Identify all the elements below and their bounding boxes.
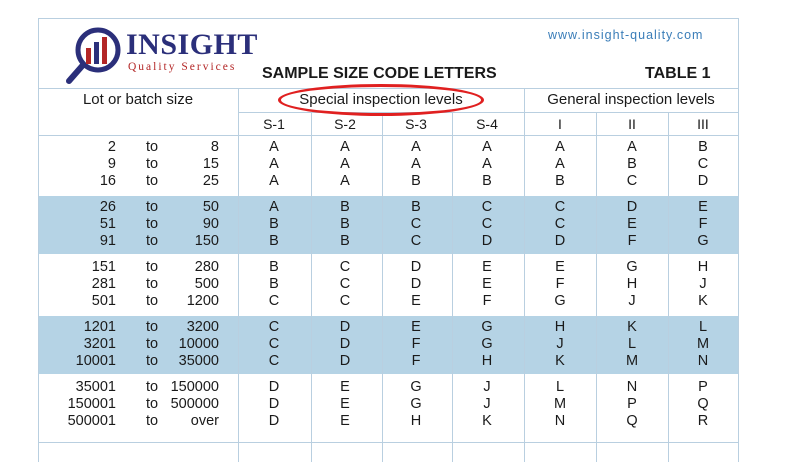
code-letter: G xyxy=(410,396,422,412)
code-letter: B xyxy=(555,173,565,189)
code-letter: A xyxy=(482,139,492,155)
lot-to: to xyxy=(145,319,159,335)
code-letter: E xyxy=(482,276,492,292)
code-letter: F xyxy=(482,293,492,309)
lot-upto: 10000 xyxy=(178,336,219,352)
table-row xyxy=(0,336,795,353)
code-letter: B xyxy=(340,199,350,215)
table-row xyxy=(0,216,795,233)
code-letter: D xyxy=(410,276,422,292)
code-letter: G xyxy=(410,379,422,395)
lot-upto: 280 xyxy=(194,259,219,275)
code-letter: D xyxy=(554,233,566,249)
lot-to: to xyxy=(145,396,159,412)
code-letter: C xyxy=(339,276,351,292)
code-letter: F xyxy=(411,336,421,352)
table-row xyxy=(0,259,795,276)
lot-upto: 35000 xyxy=(178,353,219,369)
lot-to: to xyxy=(145,276,159,292)
lot-size-header: Lot or batch size xyxy=(82,91,194,108)
table-row xyxy=(0,233,795,250)
code-letter: B xyxy=(411,199,421,215)
code-letter: D xyxy=(626,199,638,215)
col-header-i: I xyxy=(558,116,562,132)
lot-upto: 500000 xyxy=(170,396,219,412)
code-letter: D xyxy=(268,396,280,412)
code-letter: D xyxy=(339,319,351,335)
code-letter: C xyxy=(481,216,493,232)
lot-upto: over xyxy=(190,413,219,429)
page-title: SAMPLE SIZE CODE LETTERS xyxy=(262,65,497,82)
lot-from: 281 xyxy=(91,276,116,292)
code-letter: J xyxy=(483,396,491,412)
table-row xyxy=(0,353,795,370)
code-letter: E xyxy=(411,293,421,309)
logo-mark-icon xyxy=(66,26,126,84)
lot-upto: 25 xyxy=(202,173,219,189)
lot-upto: 500 xyxy=(194,276,219,292)
code-letter: J xyxy=(556,336,564,352)
code-letter: K xyxy=(482,413,492,429)
lot-upto: 1200 xyxy=(186,293,219,309)
code-letter: D xyxy=(339,353,351,369)
general-levels-header: General inspection levels xyxy=(547,91,715,108)
code-letter: A xyxy=(482,156,492,172)
code-letter: N xyxy=(554,413,566,429)
code-letter: A xyxy=(411,139,421,155)
code-letter: J xyxy=(699,276,707,292)
code-letter: A xyxy=(340,156,350,172)
code-letter: D xyxy=(268,413,280,429)
code-letter: L xyxy=(698,319,708,335)
lot-from: 26 xyxy=(99,199,116,215)
code-letter: F xyxy=(411,353,421,369)
lot-to: to xyxy=(145,156,159,172)
lot-from: 10001 xyxy=(75,353,116,369)
col-header-s4: S-4 xyxy=(476,116,498,132)
code-letter: L xyxy=(555,379,565,395)
table-row xyxy=(0,173,795,190)
lot-to: to xyxy=(145,353,159,369)
lot-from: 151 xyxy=(91,259,116,275)
code-letter: E xyxy=(482,259,492,275)
lot-to: to xyxy=(145,336,159,352)
code-letter: H xyxy=(697,259,709,275)
code-letter: C xyxy=(626,173,638,189)
code-letter: N xyxy=(697,353,709,369)
code-letter: G xyxy=(554,293,566,309)
table-row xyxy=(0,293,795,310)
code-letter: G xyxy=(481,336,493,352)
lot-upto: 150 xyxy=(194,233,219,249)
code-letter: A xyxy=(555,139,565,155)
lot-to: to xyxy=(145,379,159,395)
code-letter: F xyxy=(555,276,565,292)
code-letter: A xyxy=(340,173,350,189)
lot-to: to xyxy=(145,413,159,429)
code-letter: Q xyxy=(626,413,638,429)
code-letter: C xyxy=(268,319,280,335)
code-letter: C xyxy=(481,199,493,215)
lot-from: 150001 xyxy=(67,396,116,412)
code-letter: E xyxy=(411,319,421,335)
lot-from: 3201 xyxy=(83,336,116,352)
code-letter: B xyxy=(269,276,279,292)
table-row xyxy=(0,379,795,396)
lot-to: to xyxy=(145,173,159,189)
logo-subtitle: Quality Services xyxy=(128,61,237,73)
code-letter: C xyxy=(268,293,280,309)
col-header-s1: S-1 xyxy=(263,116,285,132)
code-letter: C xyxy=(410,233,422,249)
table-row xyxy=(0,319,795,336)
code-letter: P xyxy=(627,396,637,412)
lot-from: 501 xyxy=(91,293,116,309)
code-letter: N xyxy=(626,379,638,395)
code-letter: R xyxy=(697,413,709,429)
lot-from: 35001 xyxy=(75,379,116,395)
highlight-ellipse xyxy=(278,84,484,116)
code-letter: C xyxy=(268,353,280,369)
table-row xyxy=(0,396,795,413)
code-letter: C xyxy=(410,216,422,232)
col-header-s2: S-2 xyxy=(334,116,356,132)
code-letter: D xyxy=(481,233,493,249)
code-letter: C xyxy=(339,293,351,309)
code-letter: E xyxy=(340,396,350,412)
code-letter: K xyxy=(627,319,637,335)
table-row xyxy=(0,199,795,216)
lot-from: 9 xyxy=(107,156,116,172)
code-letter: D xyxy=(268,379,280,395)
table-row xyxy=(0,413,795,430)
lot-from: 51 xyxy=(99,216,116,232)
code-letter: G xyxy=(626,259,638,275)
lot-to: to xyxy=(145,199,159,215)
code-letter: A xyxy=(269,156,279,172)
code-letter: M xyxy=(625,353,639,369)
lot-to: to xyxy=(145,259,159,275)
lot-to: to xyxy=(145,233,159,249)
code-letter: D xyxy=(410,259,422,275)
code-letter: H xyxy=(626,276,638,292)
grid-hline xyxy=(38,135,738,136)
code-letter: D xyxy=(339,336,351,352)
grid-hline xyxy=(38,18,738,19)
code-letter: B xyxy=(482,173,492,189)
code-letter: E xyxy=(340,413,350,429)
code-letter: B xyxy=(269,233,279,249)
code-letter: F xyxy=(627,233,637,249)
website-link[interactable]: www.insight-quality.com xyxy=(548,28,704,42)
code-letter: C xyxy=(554,199,566,215)
code-letter: K xyxy=(555,353,565,369)
lot-from: 1201 xyxy=(83,319,116,335)
lot-from: 91 xyxy=(99,233,116,249)
lot-upto: 150000 xyxy=(170,379,219,395)
code-letter: B xyxy=(269,216,279,232)
code-letter: G xyxy=(481,319,493,335)
lot-from: 2 xyxy=(107,139,116,155)
logo-wordmark: INSIGHT xyxy=(126,28,258,61)
lot-upto: 8 xyxy=(210,139,219,155)
code-letter: C xyxy=(268,336,280,352)
code-letter: C xyxy=(697,156,709,172)
lot-to: to xyxy=(145,139,159,155)
code-letter: B xyxy=(340,216,350,232)
lot-from: 500001 xyxy=(67,413,116,429)
code-letter: C xyxy=(554,216,566,232)
lot-upto: 90 xyxy=(202,216,219,232)
code-letter: Q xyxy=(697,396,709,412)
code-letter: G xyxy=(697,233,709,249)
company-logo xyxy=(66,26,256,86)
code-letter: B xyxy=(340,233,350,249)
table-number: TABLE 1 xyxy=(645,65,711,82)
code-letter: D xyxy=(697,173,709,189)
code-letter: J xyxy=(628,293,636,309)
code-letter: C xyxy=(339,259,351,275)
code-letter: E xyxy=(340,379,350,395)
lot-upto: 15 xyxy=(202,156,219,172)
col-header-iii: III xyxy=(697,116,709,132)
code-letter: P xyxy=(698,379,708,395)
code-letter: B xyxy=(411,173,421,189)
code-letter: M xyxy=(553,396,567,412)
code-letter: A xyxy=(269,173,279,189)
code-letter: E xyxy=(627,216,637,232)
code-letter: B xyxy=(698,139,708,155)
special-levels-header: Special inspection levels xyxy=(299,91,463,108)
code-letter: A xyxy=(340,139,350,155)
lot-to: to xyxy=(145,293,159,309)
col-header-s3: S-3 xyxy=(405,116,427,132)
code-letter: L xyxy=(627,336,637,352)
code-letter: A xyxy=(269,139,279,155)
code-letter: B xyxy=(269,259,279,275)
code-letter: A xyxy=(411,156,421,172)
code-letter: F xyxy=(698,216,708,232)
table-row xyxy=(0,139,795,156)
lot-upto: 50 xyxy=(202,199,219,215)
code-letter: H xyxy=(554,319,566,335)
code-letter: A xyxy=(555,156,565,172)
lot-from: 16 xyxy=(99,173,116,189)
code-letter: E xyxy=(698,199,708,215)
code-letter: B xyxy=(627,156,637,172)
code-letter: H xyxy=(410,413,422,429)
code-letter: A xyxy=(269,199,279,215)
code-letter: M xyxy=(696,336,710,352)
code-letter: E xyxy=(555,259,565,275)
code-letter: J xyxy=(483,379,491,395)
code-letter: K xyxy=(698,293,708,309)
table-row xyxy=(0,156,795,173)
col-header-ii: II xyxy=(628,116,636,132)
grid-hline xyxy=(38,442,738,443)
lot-upto: 3200 xyxy=(186,319,219,335)
code-letter: H xyxy=(481,353,493,369)
lot-to: to xyxy=(145,216,159,232)
table-row xyxy=(0,276,795,293)
code-letter: A xyxy=(627,139,637,155)
